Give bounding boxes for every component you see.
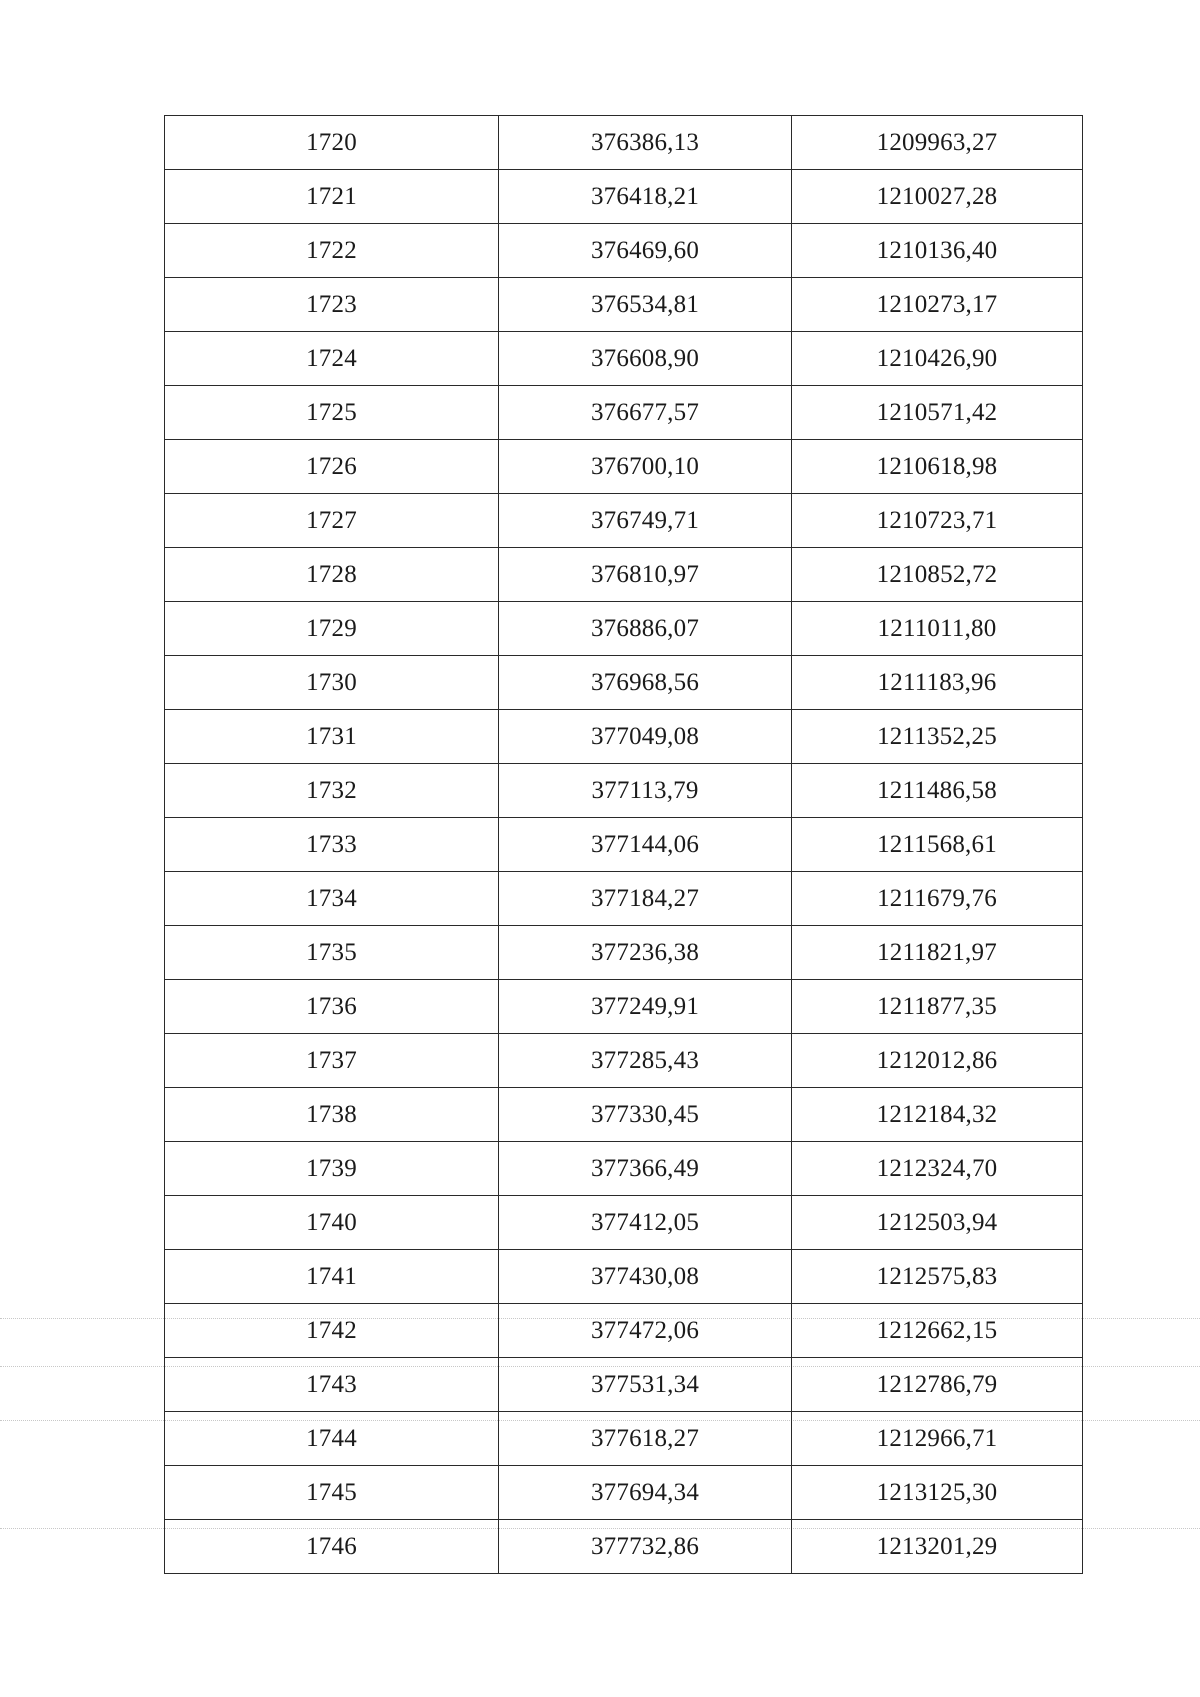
- y-coordinate-cell: 1212575,83: [792, 1250, 1083, 1304]
- table-row: [165, 1358, 1083, 1412]
- table-row: [165, 494, 1083, 548]
- point-number-cell: 1720: [165, 116, 499, 170]
- point-number-cell: 1740: [165, 1196, 499, 1250]
- table-row: [165, 818, 1083, 872]
- table-row: [165, 1250, 1083, 1304]
- y-coordinate-cell: 1212503,94: [792, 1196, 1083, 1250]
- x-coordinate-cell: 377249,91: [499, 980, 792, 1034]
- table-row: [165, 1466, 1083, 1520]
- x-coordinate-cell: 376810,97: [499, 548, 792, 602]
- table-row: [165, 170, 1083, 224]
- table-row: [165, 872, 1083, 926]
- x-coordinate-cell: 377366,49: [499, 1142, 792, 1196]
- point-number-cell: 1723: [165, 278, 499, 332]
- x-coordinate-cell: 376534,81: [499, 278, 792, 332]
- table-row: [165, 1088, 1083, 1142]
- table-row: [165, 116, 1083, 170]
- point-number-cell: 1736: [165, 980, 499, 1034]
- point-number-cell: 1726: [165, 440, 499, 494]
- coordinates-table: [164, 115, 1083, 1574]
- point-number-cell: 1742: [165, 1304, 499, 1358]
- point-number-cell: 1743: [165, 1358, 499, 1412]
- table-row: [165, 1196, 1083, 1250]
- y-coordinate-cell: 1211183,96: [792, 656, 1083, 710]
- point-number-cell: 1735: [165, 926, 499, 980]
- point-number-cell: 1741: [165, 1250, 499, 1304]
- y-coordinate-cell: 1210426,90: [792, 332, 1083, 386]
- x-coordinate-cell: 376700,10: [499, 440, 792, 494]
- point-number-cell: 1731: [165, 710, 499, 764]
- y-coordinate-cell: 1209963,27: [792, 116, 1083, 170]
- y-coordinate-cell: 1212786,79: [792, 1358, 1083, 1412]
- x-coordinate-cell: 376886,07: [499, 602, 792, 656]
- x-coordinate-cell: 376608,90: [499, 332, 792, 386]
- y-coordinate-cell: 1210273,17: [792, 278, 1083, 332]
- table-row: [165, 926, 1083, 980]
- x-coordinate-cell: 376749,71: [499, 494, 792, 548]
- table-row: [165, 548, 1083, 602]
- y-coordinate-cell: 1211877,35: [792, 980, 1083, 1034]
- x-coordinate-cell: 376677,57: [499, 386, 792, 440]
- x-coordinate-cell: 377618,27: [499, 1412, 792, 1466]
- y-coordinate-cell: 1211821,97: [792, 926, 1083, 980]
- x-coordinate-cell: 377694,34: [499, 1466, 792, 1520]
- table-row: [165, 1034, 1083, 1088]
- y-coordinate-cell: 1212012,86: [792, 1034, 1083, 1088]
- x-coordinate-cell: 376469,60: [499, 224, 792, 278]
- point-number-cell: 1746: [165, 1520, 499, 1574]
- x-coordinate-cell: 376418,21: [499, 170, 792, 224]
- coordinates-table-body: [165, 116, 1083, 1574]
- point-number-cell: 1739: [165, 1142, 499, 1196]
- x-coordinate-cell: 377412,05: [499, 1196, 792, 1250]
- table-row: [165, 602, 1083, 656]
- point-number-cell: 1729: [165, 602, 499, 656]
- x-coordinate-cell: 377472,06: [499, 1304, 792, 1358]
- x-coordinate-cell: 377285,43: [499, 1034, 792, 1088]
- y-coordinate-cell: 1210618,98: [792, 440, 1083, 494]
- y-coordinate-cell: 1210571,42: [792, 386, 1083, 440]
- x-coordinate-cell: 377049,08: [499, 710, 792, 764]
- table-row: [165, 224, 1083, 278]
- x-coordinate-cell: 376968,56: [499, 656, 792, 710]
- point-number-cell: 1728: [165, 548, 499, 602]
- x-coordinate-cell: 377184,27: [499, 872, 792, 926]
- table-row: [165, 332, 1083, 386]
- x-coordinate-cell: 377236,38: [499, 926, 792, 980]
- y-coordinate-cell: 1211352,25: [792, 710, 1083, 764]
- point-number-cell: 1721: [165, 170, 499, 224]
- point-number-cell: 1744: [165, 1412, 499, 1466]
- y-coordinate-cell: 1212662,15: [792, 1304, 1083, 1358]
- table-row: [165, 1304, 1083, 1358]
- point-number-cell: 1722: [165, 224, 499, 278]
- y-coordinate-cell: 1212966,71: [792, 1412, 1083, 1466]
- point-number-cell: 1745: [165, 1466, 499, 1520]
- x-coordinate-cell: 377144,06: [499, 818, 792, 872]
- table-row: [165, 710, 1083, 764]
- x-coordinate-cell: 376386,13: [499, 116, 792, 170]
- table-row: [165, 1412, 1083, 1466]
- point-number-cell: 1737: [165, 1034, 499, 1088]
- table-row: [165, 1142, 1083, 1196]
- y-coordinate-cell: 1211679,76: [792, 872, 1083, 926]
- y-coordinate-cell: 1211568,61: [792, 818, 1083, 872]
- y-coordinate-cell: 1210852,72: [792, 548, 1083, 602]
- table-row: [165, 440, 1083, 494]
- table-row: [165, 656, 1083, 710]
- y-coordinate-cell: 1211011,80: [792, 602, 1083, 656]
- y-coordinate-cell: 1212324,70: [792, 1142, 1083, 1196]
- y-coordinate-cell: 1211486,58: [792, 764, 1083, 818]
- x-coordinate-cell: 377330,45: [499, 1088, 792, 1142]
- x-coordinate-cell: 377531,34: [499, 1358, 792, 1412]
- table-row: [165, 764, 1083, 818]
- table-row: [165, 386, 1083, 440]
- table-row: [165, 980, 1083, 1034]
- table-row: [165, 1520, 1083, 1574]
- point-number-cell: 1725: [165, 386, 499, 440]
- point-number-cell: 1727: [165, 494, 499, 548]
- y-coordinate-cell: 1210723,71: [792, 494, 1083, 548]
- point-number-cell: 1732: [165, 764, 499, 818]
- table-row: [165, 278, 1083, 332]
- y-coordinate-cell: 1210136,40: [792, 224, 1083, 278]
- point-number-cell: 1738: [165, 1088, 499, 1142]
- y-coordinate-cell: 1213125,30: [792, 1466, 1083, 1520]
- point-number-cell: 1733: [165, 818, 499, 872]
- x-coordinate-cell: 377113,79: [499, 764, 792, 818]
- y-coordinate-cell: 1210027,28: [792, 170, 1083, 224]
- x-coordinate-cell: 377430,08: [499, 1250, 792, 1304]
- point-number-cell: 1724: [165, 332, 499, 386]
- y-coordinate-cell: 1213201,29: [792, 1520, 1083, 1574]
- y-coordinate-cell: 1212184,32: [792, 1088, 1083, 1142]
- x-coordinate-cell: 377732,86: [499, 1520, 792, 1574]
- point-number-cell: 1730: [165, 656, 499, 710]
- point-number-cell: 1734: [165, 872, 499, 926]
